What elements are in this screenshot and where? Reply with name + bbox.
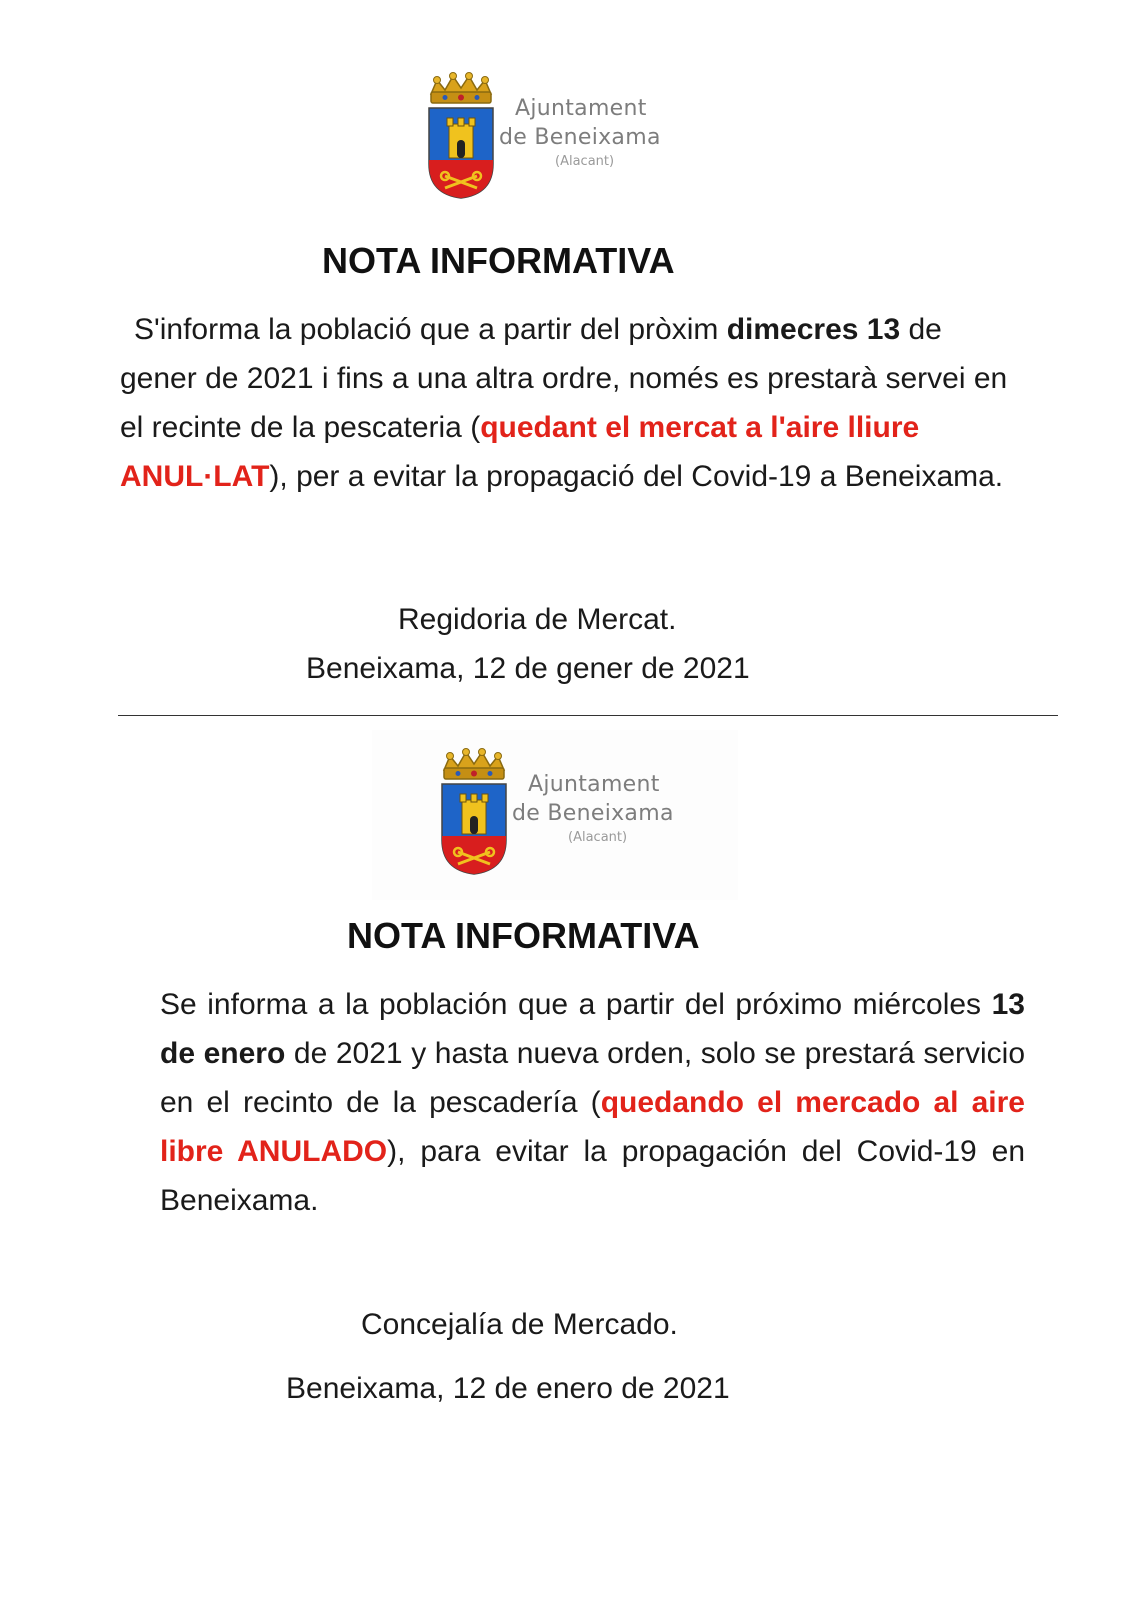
notice-body-spanish xyxy=(160,980,1025,1225)
logo-line-ajuntament: Ajuntament xyxy=(528,772,660,797)
logo-line-alacant: (Alacant) xyxy=(568,830,628,845)
notice-title-valencian: NOTA INFORMATIVA xyxy=(322,240,675,281)
cancellation-highlight: quedant el mercat a l'aire lliure ANUL·LAT xyxy=(120,411,920,493)
body-text: Se informa a la población que a partir del próximo miércoles xyxy=(160,988,992,1021)
signature-spanish: Concejalía de Mercado. xyxy=(361,1308,678,1341)
logo-line-alacant: (Alacant) xyxy=(555,154,615,169)
notice-body-valencian xyxy=(120,305,1025,501)
logo-text xyxy=(512,772,674,845)
coat-of-arms-icon xyxy=(438,748,510,876)
logo-line-beneixama: de Beneixama xyxy=(499,125,661,150)
section-divider xyxy=(118,715,1058,716)
date-spanish: Beneixama, 12 de enero de 2021 xyxy=(286,1372,730,1405)
date-valencian: Beneixama, 12 de gener de 2021 xyxy=(306,652,750,685)
body-text: de gener de 2021 i fins a una altra ordre, només es prestarà servei en el recinte de la pescateria ( xyxy=(120,313,1008,444)
coat-of-arms-icon xyxy=(425,72,497,200)
municipal-logo xyxy=(438,748,674,876)
body-text: ), per a evitar la propagació del Covid-19 a Beneixama. xyxy=(269,460,1004,493)
body-bold-text: 13 de enero xyxy=(160,988,1025,1070)
body-text: de 2021 y hasta nueva orden, solo se prestará servicio en el recinto de la pescadería ( xyxy=(160,1037,1026,1119)
logo-line-beneixama: de Beneixama xyxy=(512,801,674,826)
body-text: S'informa la població que a partir del pròxim xyxy=(134,313,727,346)
municipal-logo xyxy=(425,72,661,200)
body-text: ), para evitar la propagación del Covid-19 en Beneixama. xyxy=(160,1135,1025,1217)
cancellation-highlight: quedando el mercado al aire libre ANULADO xyxy=(160,1086,1025,1168)
notice-title-spanish: NOTA INFORMATIVA xyxy=(347,915,700,956)
body-bold-text: dimecres 13 xyxy=(726,313,901,346)
logo-text xyxy=(499,96,661,169)
signature-valencian: Regidoria de Mercat. xyxy=(398,603,677,636)
logo-line-ajuntament: Ajuntament xyxy=(515,96,647,121)
